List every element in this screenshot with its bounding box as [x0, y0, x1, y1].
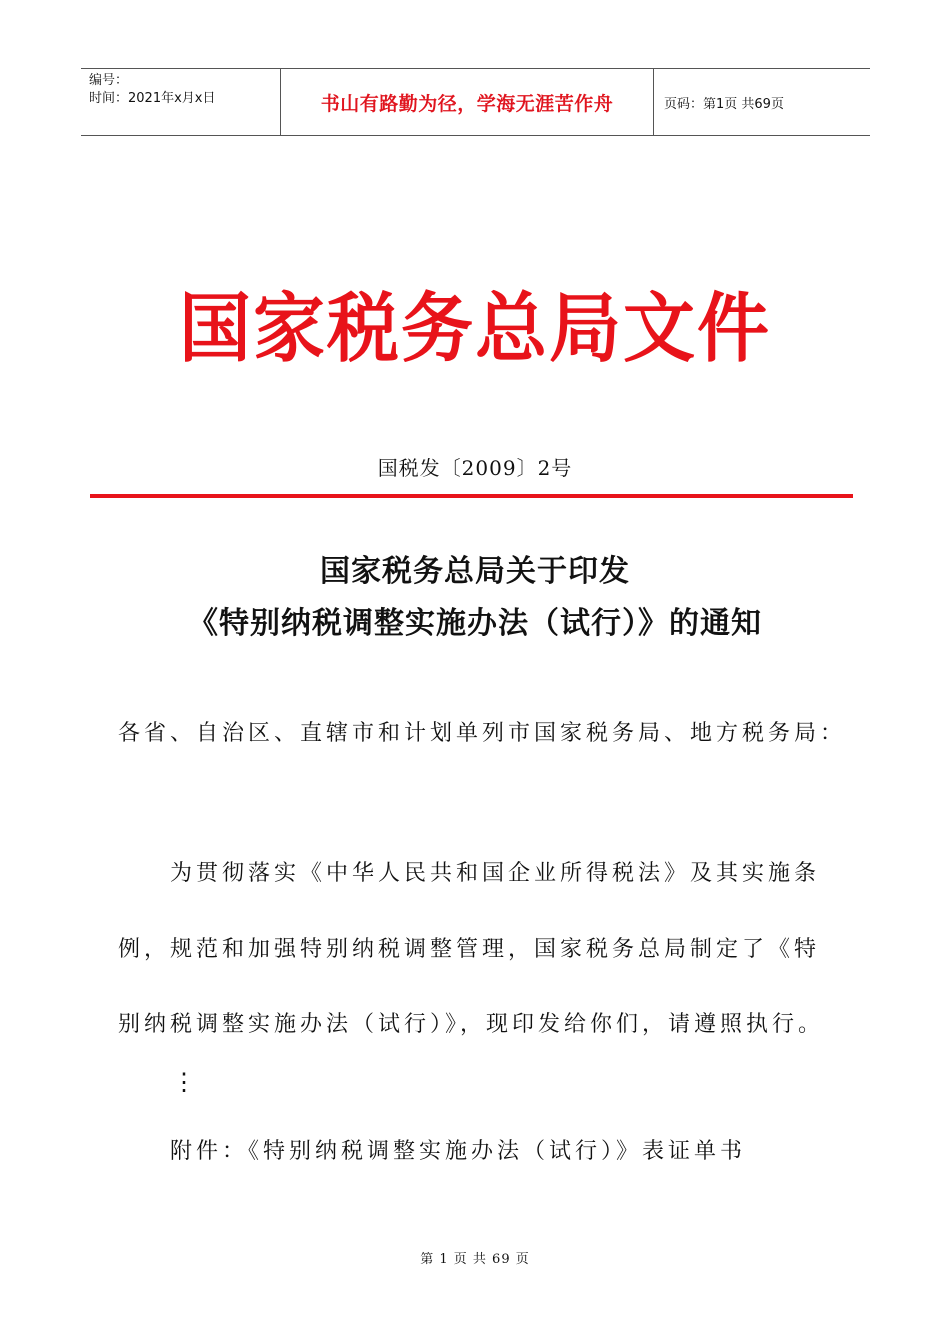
header-meta [81, 69, 281, 135]
document-header [81, 68, 870, 136]
page-footer: 第 1 页 共 69 页 [420, 1252, 530, 1267]
time-label: 时间：2021年x月x日 [89, 91, 216, 106]
header-motto: 书山有路勤为径，学海无涯苦作舟 [281, 69, 654, 135]
masthead-title: 国家税务总局文件 [178, 283, 771, 373]
recipients-line: 各省、自治区、直辖市和计划单列市国家税务局、地方税务局： [118, 721, 847, 746]
header-page-info: 页码：第1页 共69页 [664, 96, 784, 112]
paragraph-line-3: 别纳税调整实施办法（试行）》，现印发给你们，请遵照执行。 [118, 1012, 825, 1037]
attachment-line: 附件：《特别纳税调整实施办法（试行）》表证单书 [170, 1139, 747, 1164]
document-number: 国税发〔2009〕2号 [377, 456, 573, 480]
ellipsis-mark: ⋮ [172, 1068, 196, 1096]
paragraph-line-2: 例，规范和加强特别纳税调整管理，国家税务总局制定了《特 [118, 937, 821, 962]
red-divider [90, 494, 853, 498]
notice-title-line2: 《特别纳税调整实施办法（试行）》的通知 [188, 606, 762, 641]
paragraph-line-1: 为贯彻落实《中华人民共和国企业所得税法》及其实施条 [170, 861, 821, 886]
serial-label: 编号： [89, 73, 129, 88]
notice-title-line1: 国家税务总局关于印发 [320, 554, 630, 589]
